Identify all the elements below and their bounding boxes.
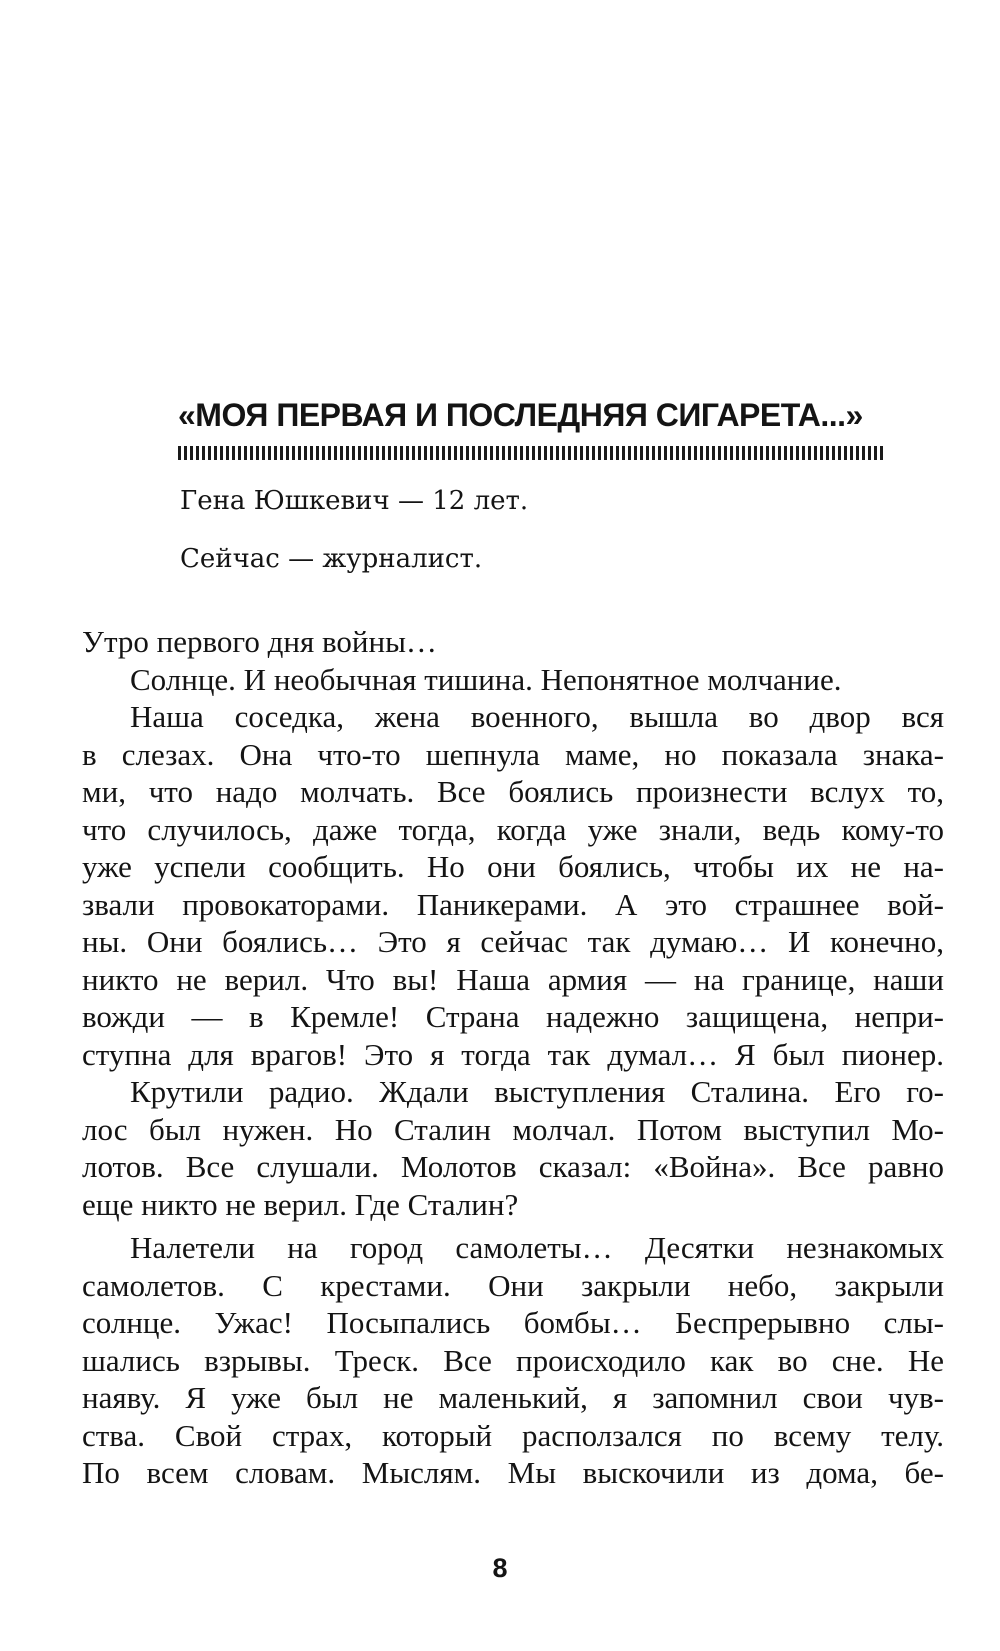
text-line: Солнце. И необычная тишина. Непонятное молчание. [130, 661, 842, 697]
text-line: Утро первого дня войны… [82, 624, 437, 659]
text-line: По всем словам. Мыслям. Мы выскочили из дома, бе- [82, 1455, 944, 1490]
text-line: лотов. Все слушали. Молотов сказал: «Война». Все равно [82, 1149, 944, 1184]
text-line: в слезах. Она что-то шепнула маме, но показала знака- [82, 736, 944, 772]
text-line: солнце. Ужас! Посыпались бомбы… Беспрерывно слы- [82, 1305, 944, 1340]
text-line: лос был нужен. Но Сталин молчал. Потом выступил Мо- [82, 1111, 944, 1147]
text-line: ны. Они боялись… Это я сейчас так думаю… И конечно, [82, 924, 944, 959]
text-line: ства. Свой страх, который расползался по всему телу. [82, 1417, 944, 1453]
text-line: Наша соседка, жена военного, вышла во двор вся [130, 699, 944, 734]
text-line: никто не верил. Что вы! Наша армия — на границе, наши [82, 961, 944, 997]
text-line: наяву. Я уже был не маленький, я запомнил свои чув- [82, 1380, 944, 1415]
chapter-title: «МОЯ ПЕРВАЯ И ПОСЛЕДНЯЯ СИГАРЕТА...» [178, 397, 863, 433]
text-line: Крутили радио. Ждали выступления Сталина. Его го- [130, 1074, 944, 1109]
text-line: еще никто не верил. Где Сталин? [82, 1186, 519, 1222]
text-line: самолетов. С крестами. Они закрыли небо, закрыли [82, 1267, 944, 1303]
witness-line: Гена Юшкевич — 12 лет. [180, 486, 529, 516]
text-line: ступна для врагов! Это я тогда так думал… Я был пионер. [82, 1036, 944, 1072]
text-line: ми, что надо молчать. Все боялись произнести вслух то, [82, 774, 944, 809]
text-line: вожди — в Кремле! Страна надежно защищена, непри- [82, 999, 944, 1034]
text-line: уже успели сообщить. Но они боялись, чтобы их не на- [82, 849, 944, 884]
title-underline-rule [178, 446, 886, 460]
page-number: 8 [492, 1553, 508, 1583]
text-line: шались взрывы. Треск. Все происходило как во сне. Не [82, 1342, 944, 1378]
text-line: звали провокаторами. Паникерами. А это страшнее вой- [82, 886, 944, 922]
text-line: что случилось, даже тогда, когда уже знали, ведь кому-то [82, 811, 944, 847]
occupation-line: Сейчас — журналист. [180, 544, 483, 574]
body-text [82, 623, 944, 1492]
text-line: Налетели на город самолеты… Десятки незнакомых [130, 1230, 944, 1265]
